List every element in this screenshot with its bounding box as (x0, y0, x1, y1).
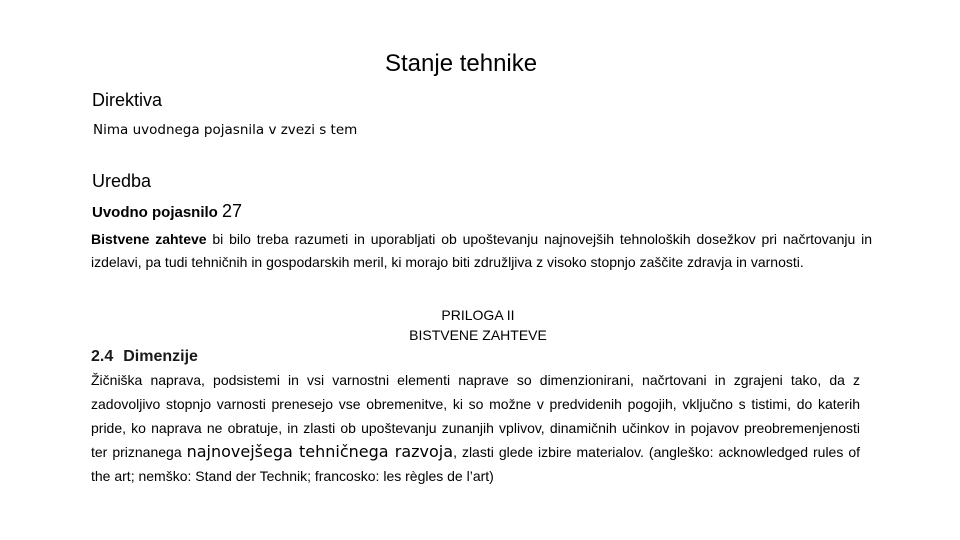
annex-number: PRILOGA II (441, 307, 515, 323)
recital-heading (92, 200, 242, 224)
section-heading (91, 346, 198, 368)
annex-heading (378, 305, 578, 345)
recital-text: bi bilo treba razumeti in uporabljati ob upoštevanju najnovejših tehnoloških dosežkov pri načrtovanju in izdelavi, pa tudi tehničnih in gospodarskih meril, ki morajo biti združljiva z visoko stopnjo zaščite zdravja in varnosti. (91, 231, 872, 270)
page-title: Stanje tehnike (385, 50, 538, 77)
section-title: Dimenzije (123, 348, 198, 365)
recital-number: 27 (222, 201, 243, 221)
section-number: 2.4 (91, 348, 114, 365)
section-text-before: Žičniška naprava, podsistemi in vsi varnostni elementi naprave so dimenzionirani, načrtovani in zgrajeni tako, da z zadovoljivo stopnjo varnosti prenesejo vse obremenitve, ki so možne v predvidenih pogojih, vključno s tistimi, do katerih pride, ko naprava ne obratuje, in zlasti ob upoštevanju zunanjih vplivov, dinamičnih učinkov in pojavov preobremenjenosti ter priznanega (91, 372, 860, 460)
directive-intro: Nima uvodnega pojasnila v zvezi s tem (93, 122, 358, 138)
section-paragraph (91, 368, 860, 488)
section-emphasis: najnovejšega tehničnega razvoja (186, 442, 454, 461)
recital-label: Uvodno pojasnilo (92, 204, 218, 221)
annex-title: BISTVENE ZAHTEVE (409, 327, 547, 343)
recital-paragraph (91, 228, 872, 274)
recital-lead: Bistvene zahteve (91, 231, 207, 247)
section-text-after: , zlasti glede izbire materialov. (angleško: acknowledged rules of the art; nemško: Stand der Technik; francosko: les règles de l’art) (91, 444, 860, 484)
directive-heading: Direktiva (92, 90, 163, 110)
regulation-heading: Uredba (92, 171, 152, 191)
